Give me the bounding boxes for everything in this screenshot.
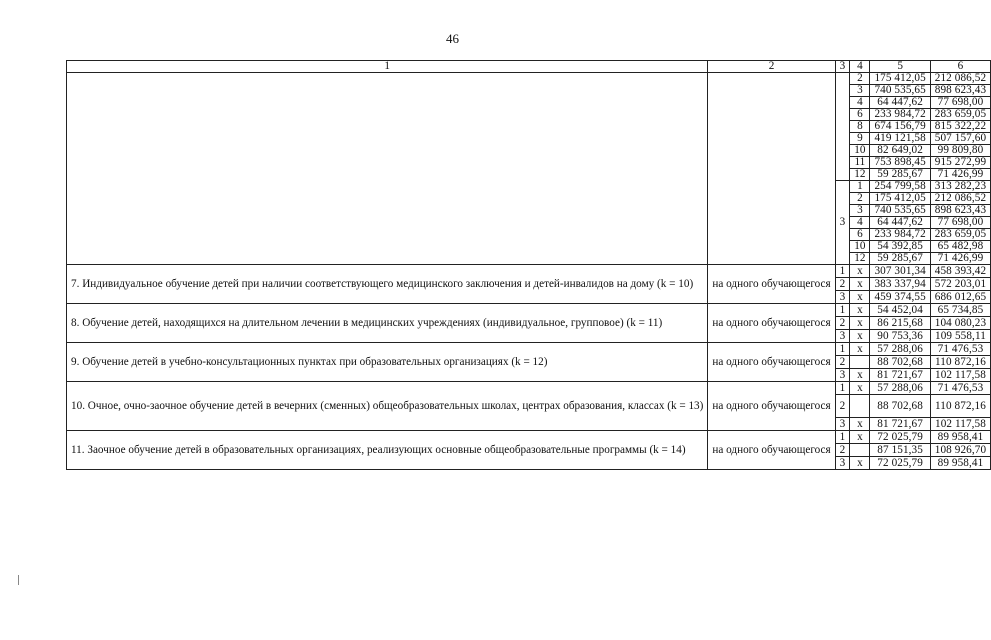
value-cell-6: 71 476,53 xyxy=(930,343,990,356)
service-description: 8. Обучение детей, находящихся на длительном лечении в медицинских учреждениях (индивидуальное, групповое) (k = 11) xyxy=(67,304,708,343)
empty-cell-col3 xyxy=(835,73,850,181)
value-cell-6: 212 086,52 xyxy=(930,73,990,85)
level-cell: 10 xyxy=(850,241,870,253)
value-cell-5: 307 301,34 xyxy=(870,265,930,278)
level-cell: 3 xyxy=(835,457,850,470)
value-cell-6: 77 698,00 xyxy=(930,97,990,109)
level-cell: 1 xyxy=(835,431,850,444)
value-cell-5: 64 447,62 xyxy=(870,217,930,229)
value-cell-5: 90 753,36 xyxy=(870,330,930,343)
margin-mark xyxy=(18,575,19,585)
value-cell-5: 753 898,45 xyxy=(870,157,930,169)
value-cell-5: 82 649,02 xyxy=(870,145,930,157)
group-cell: x xyxy=(850,382,870,395)
value-cell-6: 104 080,23 xyxy=(930,317,990,330)
value-cell-6: 572 203,01 xyxy=(930,278,990,291)
level-cell: 1 xyxy=(835,304,850,317)
group-cell: x xyxy=(850,265,870,278)
level-cell: 2 xyxy=(835,356,850,369)
value-cell-5: 740 535,65 xyxy=(870,205,930,217)
group-cell xyxy=(850,444,870,457)
column-header-3: 3 xyxy=(835,61,850,73)
group-cell: x xyxy=(850,369,870,382)
service-description: 10. Очное, очно-заочное обучение детей в вечерних (сменных) общеобразовательных школах, центрах образования, классах (k = 13) xyxy=(67,382,708,431)
group-cell: x xyxy=(850,343,870,356)
column-header-4: 4 xyxy=(850,61,870,73)
value-cell-6: 898 623,43 xyxy=(930,85,990,97)
group-cell: x xyxy=(850,457,870,470)
level-cell: 2 xyxy=(835,395,850,418)
value-cell-6: 283 659,05 xyxy=(930,229,990,241)
value-cell-5: 81 721,67 xyxy=(870,418,930,431)
value-cell-6: 77 698,00 xyxy=(930,217,990,229)
table-row xyxy=(67,431,991,444)
group-cell: x xyxy=(850,431,870,444)
value-cell-6: 110 872,16 xyxy=(930,395,990,418)
value-cell-5: 72 025,79 xyxy=(870,431,930,444)
level-cell: 9 xyxy=(850,133,870,145)
value-cell-6: 458 393,42 xyxy=(930,265,990,278)
value-cell-5: 175 412,05 xyxy=(870,73,930,85)
unit-cell: на одного обучающегося xyxy=(708,304,835,343)
level-cell: 3 xyxy=(835,369,850,382)
value-cell-6: 71 426,99 xyxy=(930,253,990,265)
value-cell-6: 915 272,99 xyxy=(930,157,990,169)
level-cell: 6 xyxy=(850,229,870,241)
service-description: 11. Заочное обучение детей в образовательных организациях, реализующих основные общеобразовательные программы (k = 14) xyxy=(67,431,708,470)
value-cell-6: 898 623,43 xyxy=(930,205,990,217)
value-cell-6: 89 958,41 xyxy=(930,457,990,470)
value-cell-5: 57 288,06 xyxy=(870,343,930,356)
level-cell: 1 xyxy=(835,382,850,395)
level-cell: 2 xyxy=(850,193,870,205)
value-cell-6: 89 958,41 xyxy=(930,431,990,444)
level-cell: 10 xyxy=(850,145,870,157)
level-cell: 11 xyxy=(850,157,870,169)
value-cell-5: 59 285,67 xyxy=(870,253,930,265)
level-cell: 12 xyxy=(850,253,870,265)
value-cell-6: 283 659,05 xyxy=(930,109,990,121)
group-cell xyxy=(850,395,870,418)
empty-cell-col1 xyxy=(67,73,708,265)
level-cell: 2 xyxy=(835,444,850,457)
value-cell-6: 110 872,16 xyxy=(930,356,990,369)
value-cell-5: 88 702,68 xyxy=(870,395,930,418)
value-cell-6: 99 809,80 xyxy=(930,145,990,157)
level-cell: 4 xyxy=(850,97,870,109)
level-cell: 12 xyxy=(850,169,870,181)
level-cell: 3 xyxy=(835,291,850,304)
unit-cell: на одного обучающегося xyxy=(708,382,835,431)
group-cell: x xyxy=(850,418,870,431)
level-cell: 3 xyxy=(835,330,850,343)
table-row xyxy=(67,73,991,85)
column-header-1: 1 xyxy=(67,61,708,73)
unit-cell: на одного обучающегося xyxy=(708,343,835,382)
level-cell: 1 xyxy=(850,181,870,193)
table-row xyxy=(67,382,991,395)
value-cell-5: 88 702,68 xyxy=(870,356,930,369)
value-cell-6: 507 157,60 xyxy=(930,133,990,145)
value-cell-5: 59 285,67 xyxy=(870,169,930,181)
value-cell-5: 54 392,85 xyxy=(870,241,930,253)
level-cell: 3 xyxy=(835,418,850,431)
value-cell-5: 383 337,94 xyxy=(870,278,930,291)
header-row xyxy=(67,61,991,73)
group-cell: x xyxy=(850,278,870,291)
value-cell-5: 54 452,04 xyxy=(870,304,930,317)
value-cell-6: 108 926,70 xyxy=(930,444,990,457)
group-cell: x xyxy=(850,330,870,343)
unit-cell: на одного обучающегося xyxy=(708,265,835,304)
value-cell-6: 71 426,99 xyxy=(930,169,990,181)
column-header-5: 5 xyxy=(870,61,930,73)
tariff-table xyxy=(66,60,991,470)
value-cell-6: 102 117,58 xyxy=(930,418,990,431)
value-cell-5: 64 447,62 xyxy=(870,97,930,109)
value-cell-6: 71 476,53 xyxy=(930,382,990,395)
group-cell: x xyxy=(850,291,870,304)
value-cell-6: 686 012,65 xyxy=(930,291,990,304)
group-cell: x xyxy=(850,304,870,317)
group-cell: x xyxy=(850,317,870,330)
value-cell-6: 815 322,22 xyxy=(930,121,990,133)
table-row xyxy=(67,304,991,317)
value-cell-5: 419 121,58 xyxy=(870,133,930,145)
column-header-6: 6 xyxy=(930,61,990,73)
value-cell-5: 81 721,67 xyxy=(870,369,930,382)
level-cell: 1 xyxy=(835,343,850,356)
value-cell-5: 233 984,72 xyxy=(870,109,930,121)
value-cell-6: 102 117,58 xyxy=(930,369,990,382)
value-cell-6: 212 086,52 xyxy=(930,193,990,205)
value-cell-5: 72 025,79 xyxy=(870,457,930,470)
empty-cell-col2 xyxy=(708,73,835,265)
value-cell-5: 740 535,65 xyxy=(870,85,930,97)
value-cell-5: 57 288,06 xyxy=(870,382,930,395)
level-cell: 2 xyxy=(835,278,850,291)
value-cell-6: 65 734,85 xyxy=(930,304,990,317)
level-cell: 2 xyxy=(850,73,870,85)
service-description: 7. Индивидуальное обучение детей при наличии соответствующего медицинского заключения и детей-инвалидов на дому (k = 10) xyxy=(67,265,708,304)
level-cell: 2 xyxy=(835,317,850,330)
level-cell: 4 xyxy=(850,217,870,229)
group-cell xyxy=(850,356,870,369)
column-header-2: 2 xyxy=(708,61,835,73)
group-cell: 3 xyxy=(835,181,850,265)
value-cell-5: 175 412,05 xyxy=(870,193,930,205)
table-row xyxy=(67,265,991,278)
value-cell-5: 254 799,58 xyxy=(870,181,930,193)
value-cell-5: 86 215,68 xyxy=(870,317,930,330)
level-cell: 1 xyxy=(835,265,850,278)
level-cell: 6 xyxy=(850,109,870,121)
value-cell-5: 233 984,72 xyxy=(870,229,930,241)
table-row xyxy=(67,343,991,356)
table-body xyxy=(67,61,991,470)
level-cell: 8 xyxy=(850,121,870,133)
unit-cell: на одного обучающегося xyxy=(708,431,835,470)
level-cell: 3 xyxy=(850,85,870,97)
value-cell-6: 65 482,98 xyxy=(930,241,990,253)
value-cell-6: 109 558,11 xyxy=(930,330,990,343)
level-cell: 3 xyxy=(850,205,870,217)
page-number: 46 xyxy=(446,31,459,46)
value-cell-5: 459 374,55 xyxy=(870,291,930,304)
service-description: 9. Обучение детей в учебно-консультационных пунктах при образовательных организациях (k = 12) xyxy=(67,343,708,382)
value-cell-5: 87 151,35 xyxy=(870,444,930,457)
value-cell-6: 313 282,23 xyxy=(930,181,990,193)
value-cell-5: 674 156,79 xyxy=(870,121,930,133)
